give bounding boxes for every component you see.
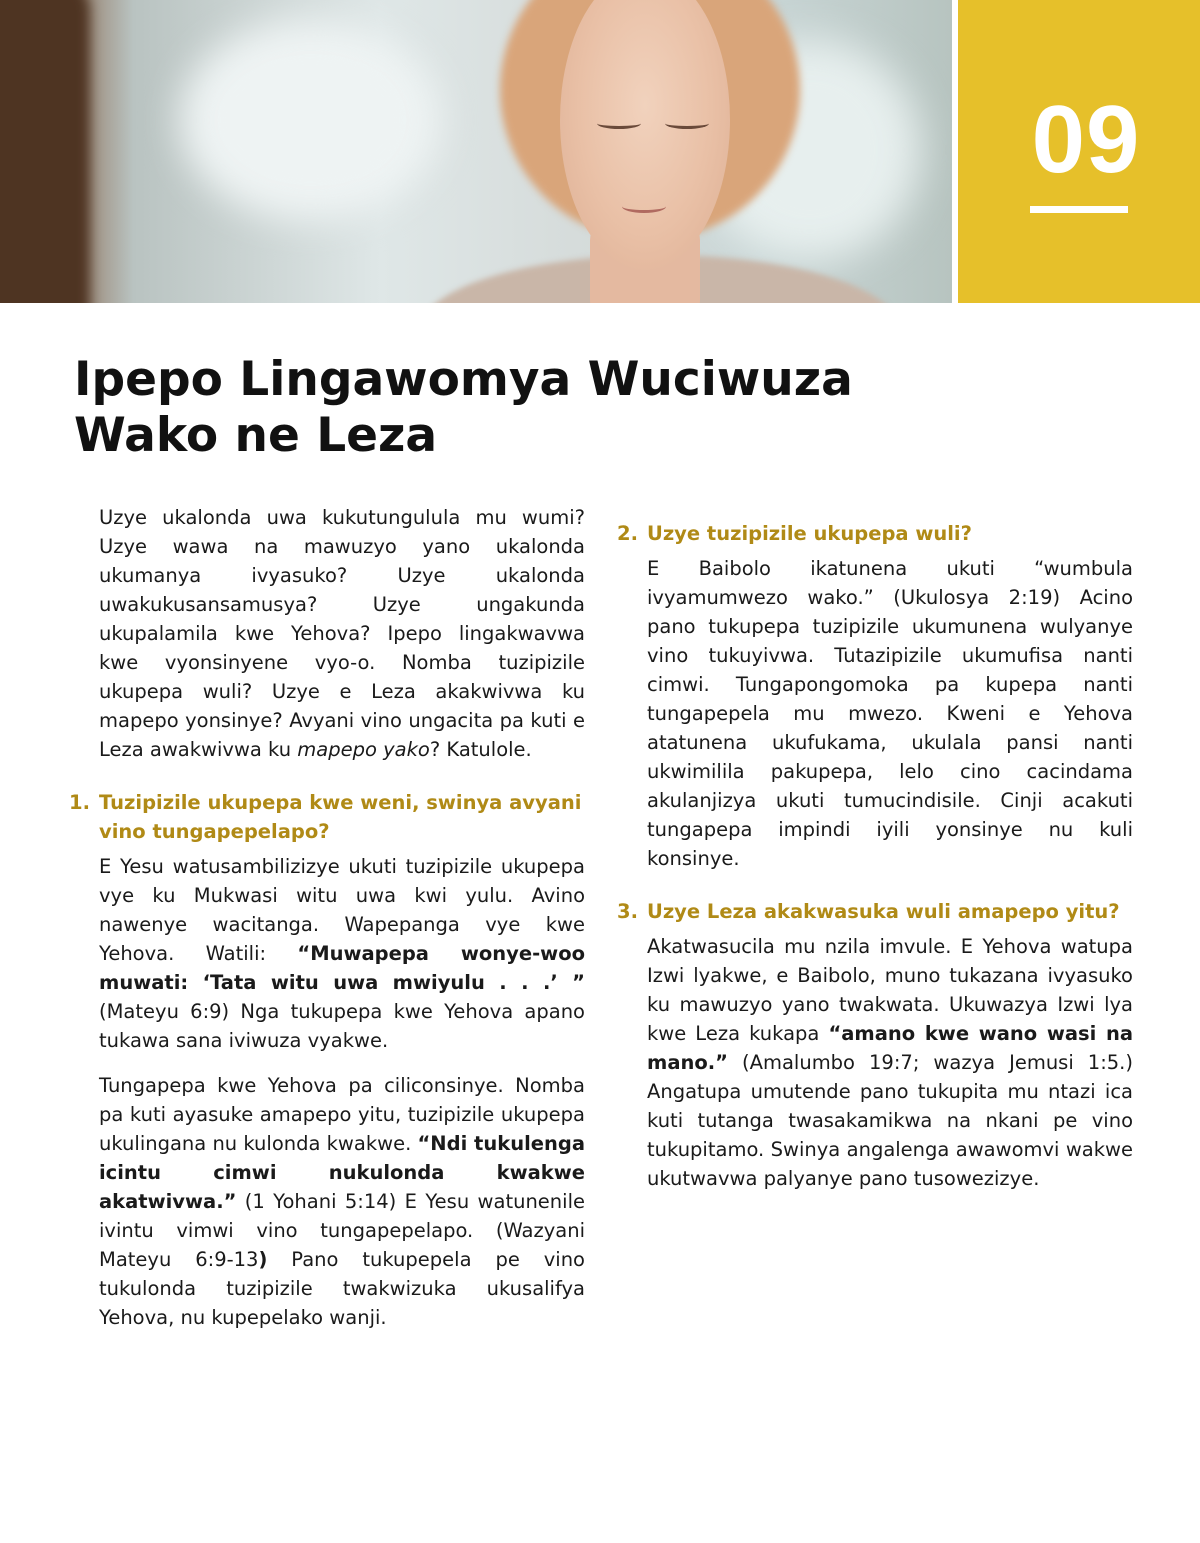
- page-title: Ipepo Lingawomya Wuciwuza Wako ne Leza: [74, 352, 853, 463]
- section-1-paragraph-2: [99, 1071, 585, 1332]
- chapter-number: 09: [1031, 86, 1141, 193]
- hero-photo: [0, 0, 952, 303]
- chapter-underline: [1030, 206, 1128, 213]
- intro-text: Uzye ukalonda uwa kukutungulula mu wumi? Uzye wawa na mawuzyo yano ukalonda ukumanya ivyasuko? Uzye ukalonda uwakukusansamusya? Uzye ungakunda ukupalamila kwe Yehova? Ipepo lingakwavwa kwe vyonsinyene vyo-o. Nomba tuzipizile ukupepa wuli? Uzye e Leza akakwivwa ku mapepo yonsinye? Avyani vino ungacita pa kuti e Leza awakwivwa ku: [99, 506, 585, 761]
- scripture-quote: “Ndi tukulenga icintu cimwi nukulonda kwakwe akatwivwa.”: [99, 1132, 585, 1213]
- photo-background-window: [180, 20, 440, 220]
- section-heading-text: Uzye Leza akakwasuka wuli amapepo yitu?: [647, 900, 1120, 923]
- scripture-quote: “Muwapepa wonye-woo muwati: ‘Tata witu uwa mwiyulu . . .’ ”: [99, 942, 585, 994]
- photo-closed-eye: [665, 118, 709, 129]
- photo-closed-eye: [597, 118, 641, 129]
- intro-italic-text: mapepo yako: [297, 738, 430, 761]
- body-text: Pano tukupepela pe vino tukulonda tuzipizile twakwizuka ukusalifya Yehova, nu kupepelako wanji.: [99, 1248, 585, 1329]
- section-heading-1: [69, 788, 585, 846]
- body-text: (Amalumbo 19:7; wazya Jemusi 1:5.) Angatupa umutende pano tukupita mu ntazi ica kuti tutanga twasakamikwa na nkani pe vino tukupitamo. Swinya angalenga awawomvi wakwe ukutwavwa palyanye pano tusowezizye.: [647, 1051, 1133, 1190]
- body-text: Tungapepa kwe Yehova pa ciliconsinye. Nomba pa kuti ayasuke amapepo yitu, tuzipizile ukupepa ukulingana nu kulonda kwakwe.: [99, 1074, 585, 1155]
- right-column: [617, 503, 1133, 1209]
- body-text: (Mateyu 6:9) Nga tukupepa kwe Yehova apano tukawa sana iviwuza vyakwe.: [99, 1000, 585, 1052]
- chapter-badge: [958, 0, 1200, 303]
- intro-end-text: ? Katulole.: [429, 738, 532, 761]
- photo-background-shelf: [0, 0, 90, 303]
- section-heading-2: [617, 519, 1133, 548]
- intro-paragraph: [99, 503, 585, 764]
- section-number: 2.: [617, 522, 638, 545]
- section-3-paragraph-1: [647, 932, 1133, 1193]
- section-number: 3.: [617, 900, 638, 923]
- section-heading-text: Tuzipizile ukupepa kwe weni, swinya avyani vino tungapepelapo?: [99, 791, 582, 843]
- section-heading-3: [617, 897, 1133, 926]
- section-2-paragraph-1: E Baibolo ikatunena ukuti “wumbula ivyamumwezo wako.” (Ukulosya 2:19) Acino pano tukupepa tuzipizile ukumunena wulyanye vino tukuyivwa. Tutazipizile ukumufisa nanti cimwi. Tungapongomoka pa kupepa nanti tungapepela mu mwezo. Kweni e Yehova atatunena ukufukama, ukulala pansi nanti ukwimilila pakupepa, lelo cino cacindama akulanjizya ukuti tumucindisile. Cinji acakuti tungapepa impindi iyili yonsinye nu kuli konsinye.: [647, 557, 1133, 870]
- section-1-paragraph-1: [99, 852, 585, 1055]
- body-text: (1 Yohani 5:14) E Yesu watunenile ivintu vimwi vino tungapepelapo. (Wazyani Mateyu 6:9-13: [99, 1190, 585, 1271]
- scripture-quote: “amano kwe wano wasi na mano.”: [647, 1022, 1133, 1074]
- bold-paren: ): [258, 1248, 268, 1271]
- body-text: Akatwasucila mu nzila imvule. E Yehova watupa Izwi lyakwe, e Baibolo, muno tukazana ivyasuko ku mawuzyo yano twakwata. Ukuwazya Izwi lya kwe Leza kukapa: [647, 935, 1133, 1045]
- photo-smile: [622, 200, 666, 213]
- left-column: [69, 503, 585, 1348]
- body-text: E Yesu watusambilizizye ukuti tuzipizile ukupepa vye ku Mukwasi witu uwa kwi yulu. Avino nawenye wacitanga. Wapepanga vye kwe Yehova. Watili:: [99, 855, 585, 965]
- section-heading-text: Uzye tuzipizile ukupepa wuli?: [647, 522, 972, 545]
- section-number: 1.: [69, 791, 90, 814]
